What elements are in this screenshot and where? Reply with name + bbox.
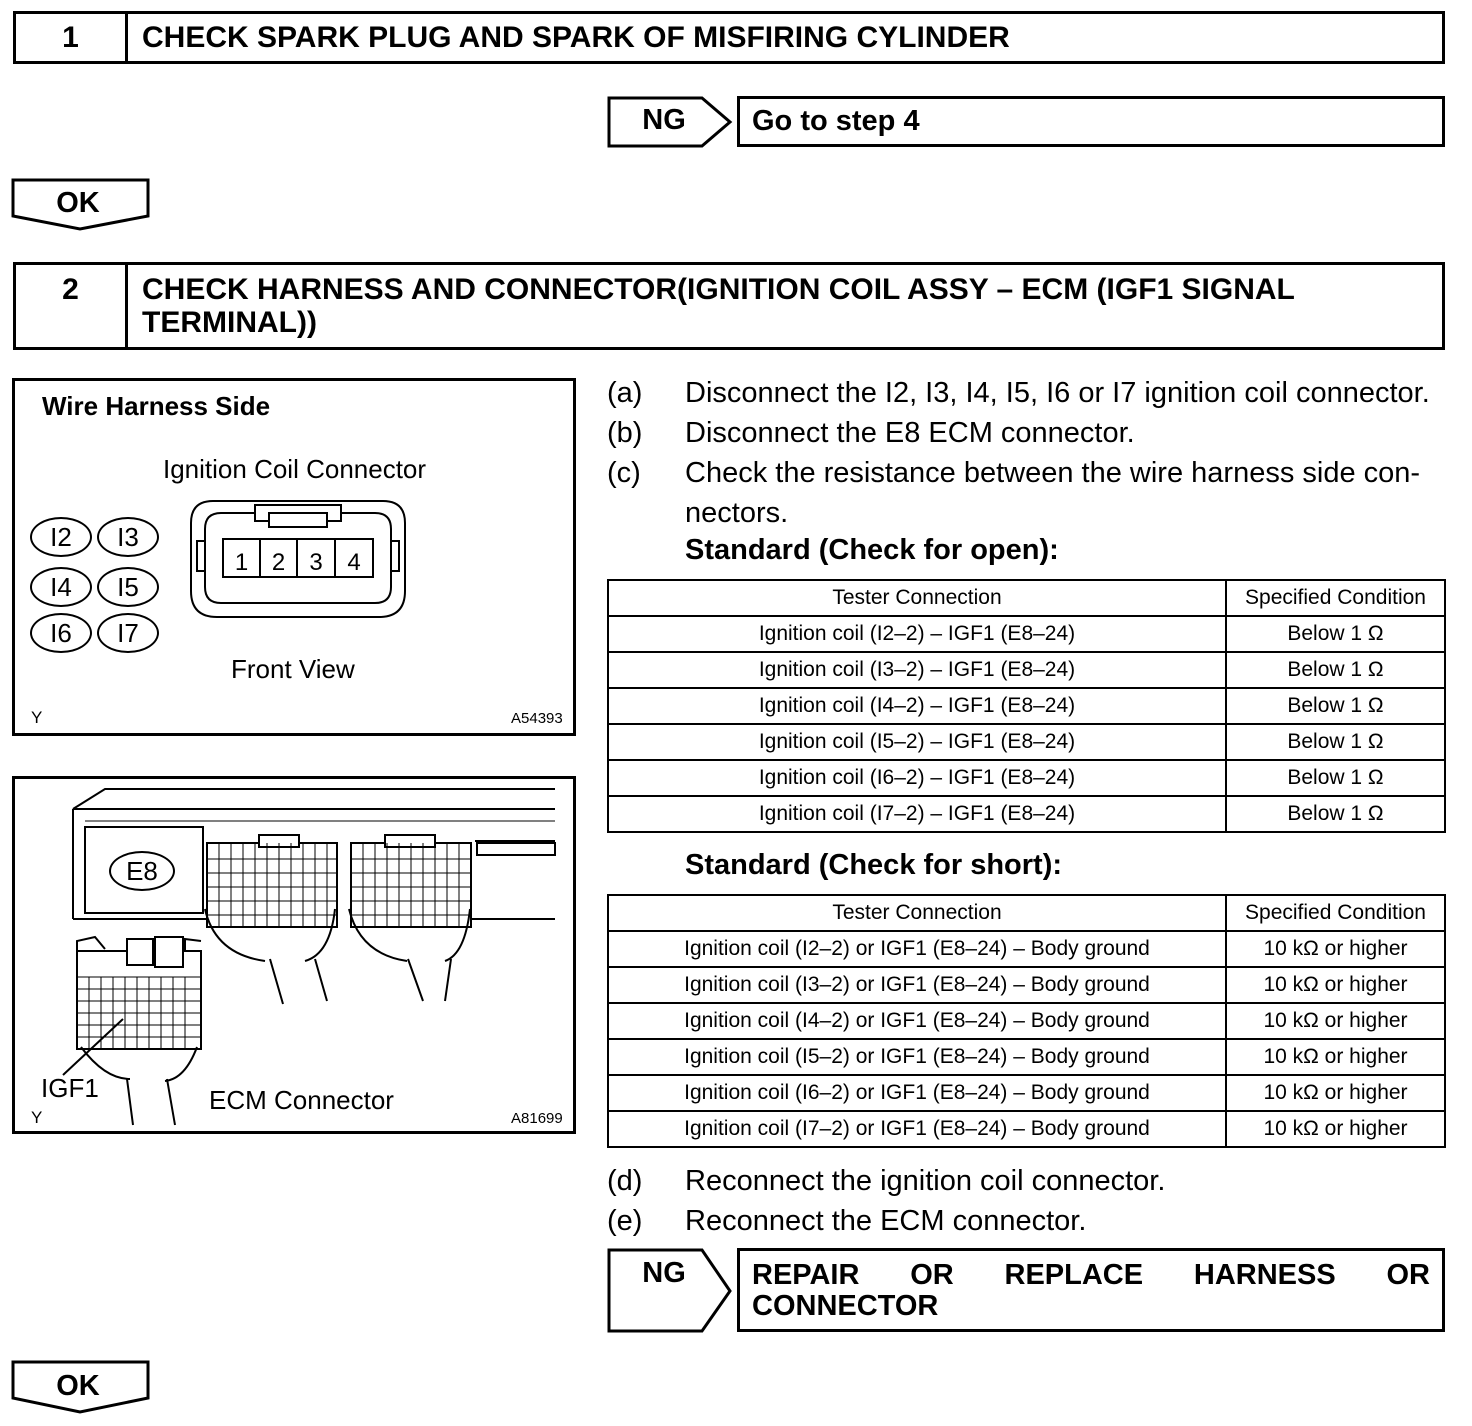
step-1-ok-label: OK [56,187,100,219]
table-header-row [608,580,1445,616]
connector-i7-label: I7 [117,618,139,648]
tester-connection-cell: Ignition coil (I3–2) – IGF1 (E8–24) [608,652,1226,688]
pin-4-label: 4 [347,549,361,576]
ecm-connector-caption: ECM Connector [209,1085,394,1115]
specified-condition-cell: Below 1 Ω [1226,688,1445,724]
instruction-e-text: Reconnect the ECM connector. [685,1205,1087,1237]
tester-connection-cell: Ignition coil (I6–2) or IGF1 (E8–24) – Body ground [608,1075,1226,1111]
step-2-ok-label: OK [56,1370,100,1402]
specified-condition-cell: Below 1 Ω [1226,724,1445,760]
table-row [608,616,1445,652]
specified-condition-cell: Below 1 Ω [1226,616,1445,652]
connector-i6-label: I6 [50,618,72,648]
figure-corner-mark: Y [31,708,43,727]
connector-oval-i7 [97,613,159,653]
figure-heading: Wire Harness Side [42,391,271,421]
step-2-ng-result [737,1248,1445,1332]
figure-code: A54393 [511,710,563,727]
instruction-d [607,1161,1467,1201]
figure-caption-top: Ignition Coil Connector [163,454,427,484]
step-2-ng-label: NG [642,1257,686,1289]
connector-oval-i5 [97,567,159,607]
column-header: Specified Condition [1226,895,1445,931]
specified-condition-cell: 10 kΩ or higher [1226,1003,1445,1039]
tester-connection-cell: Ignition coil (I2–2) – IGF1 (E8–24) [608,616,1226,652]
table-row [608,688,1445,724]
pin-2-label: 2 [271,549,286,576]
instruction-d-text: Reconnect the ignition coil connector. [685,1165,1166,1197]
instruction-c-label: (c) [607,457,641,489]
table-row [608,724,1445,760]
specified-condition-cell: 10 kΩ or higher [1226,1075,1445,1111]
step-1-ng-label: NG [642,104,686,136]
pin-1-label: 1 [234,549,249,576]
specified-condition-cell: 10 kΩ or higher [1226,931,1445,967]
connector-i5-label: I5 [117,572,139,602]
connector-oval-i2 [30,517,92,557]
tester-connection-cell: Ignition coil (I7–2) – IGF1 (E8–24) [608,796,1226,832]
figure2-code: A81699 [511,1110,563,1127]
instruction-d-label: (d) [607,1165,643,1197]
standard-short-table [607,894,1446,1148]
instruction-c-text: Check the resistance between the wire harness side con- [685,457,1421,489]
tester-connection-cell: Ignition coil (I6–2) – IGF1 (E8–24) [608,760,1226,796]
pin-3-label: 3 [309,549,323,576]
standard-short-heading: Standard (Check for short): [685,849,1063,881]
step-1-title: CHECK SPARK PLUG AND SPARK OF MISFIRING CYLINDER [142,21,1010,54]
column-header: Tester Connection [608,580,1226,616]
table-row [608,1003,1445,1039]
step-1-ng-result-text: Go to step 4 [752,105,920,137]
step-1-header [13,11,1445,64]
table-row [608,931,1445,967]
wire-harness-figure [12,378,576,736]
figure2-corner-mark: Y [31,1108,43,1127]
tester-connection-cell: Ignition coil (I5–2) – IGF1 (E8–24) [608,724,1226,760]
table-header-row [608,895,1445,931]
specified-condition-cell: Below 1 Ω [1226,760,1445,796]
table-row [608,1039,1445,1075]
table-row [608,796,1445,832]
table-row [608,652,1445,688]
igf1-pin-label: IGF1 [41,1073,99,1103]
ecm-connector-figure [12,776,576,1134]
column-header: Specified Condition [1226,580,1445,616]
tester-connection-cell: Ignition coil (I4–2) or IGF1 (E8–24) – Body ground [608,1003,1226,1039]
specified-condition-cell: Below 1 Ω [1226,796,1445,832]
instruction-b-label: (b) [607,417,643,449]
instruction-a-label: (a) [607,377,643,409]
standard-open-table [607,579,1446,833]
ecm-e8-label: E8 [126,856,158,886]
column-header: Tester Connection [608,895,1226,931]
instruction-b-text: Disconnect the E8 ECM connector. [685,417,1135,449]
ecm-e8-oval [109,851,175,891]
connector-oval-i6 [30,613,92,653]
tester-connection-cell: Ignition coil (I7–2) or IGF1 (E8–24) – Body ground [608,1111,1226,1147]
connector-oval-i3 [97,517,159,557]
specified-condition-cell: Below 1 Ω [1226,652,1445,688]
instruction-a-text: Disconnect the I2, I3, I4, I5, I6 or I7 ignition coil connector. [685,377,1430,409]
step-2-header [13,262,1445,350]
specified-condition-cell: 10 kΩ or higher [1226,1111,1445,1147]
connector-oval-i4 [30,567,92,607]
table-row [608,967,1445,1003]
table-row [608,760,1445,796]
tester-connection-cell: Ignition coil (I4–2) – IGF1 (E8–24) [608,688,1226,724]
standard-open-heading: Standard (Check for open): [685,534,1059,566]
figure-caption-bottom: Front View [231,654,355,684]
instruction-b [607,413,1467,453]
specified-condition-cell: 10 kΩ or higher [1226,1039,1445,1075]
table-row [608,1111,1445,1147]
tester-connection-cell: Ignition coil (I5–2) or IGF1 (E8–24) – Body ground [608,1039,1226,1075]
instruction-c [607,453,1467,533]
step-2-number: 2 [16,265,128,347]
step-1-ng-result [737,96,1445,147]
instruction-a [607,373,1467,413]
specified-condition-cell: 10 kΩ or higher [1226,967,1445,1003]
step-2-ng-result-text: REPAIR OR REPLACE HARNESS OR CONNECTOR [752,1259,1430,1322]
connector-i2-label: I2 [50,522,72,552]
step-2-title: CHECK HARNESS AND CONNECTOR(IGNITION COIL ASSY – ECM (IGF1 SIGNAL TERMINAL)) [142,273,1295,339]
table-row [608,1075,1445,1111]
instruction-c-text-cont: nectors. [685,497,789,529]
instruction-e [607,1201,1467,1241]
connector-i4-label: I4 [50,572,72,602]
tester-connection-cell: Ignition coil (I3–2) or IGF1 (E8–24) – Body ground [608,967,1226,1003]
connector-i3-label: I3 [117,522,139,552]
step-1-number: 1 [16,14,128,61]
instruction-e-label: (e) [607,1205,643,1237]
tester-connection-cell: Ignition coil (I2–2) or IGF1 (E8–24) – Body ground [608,931,1226,967]
